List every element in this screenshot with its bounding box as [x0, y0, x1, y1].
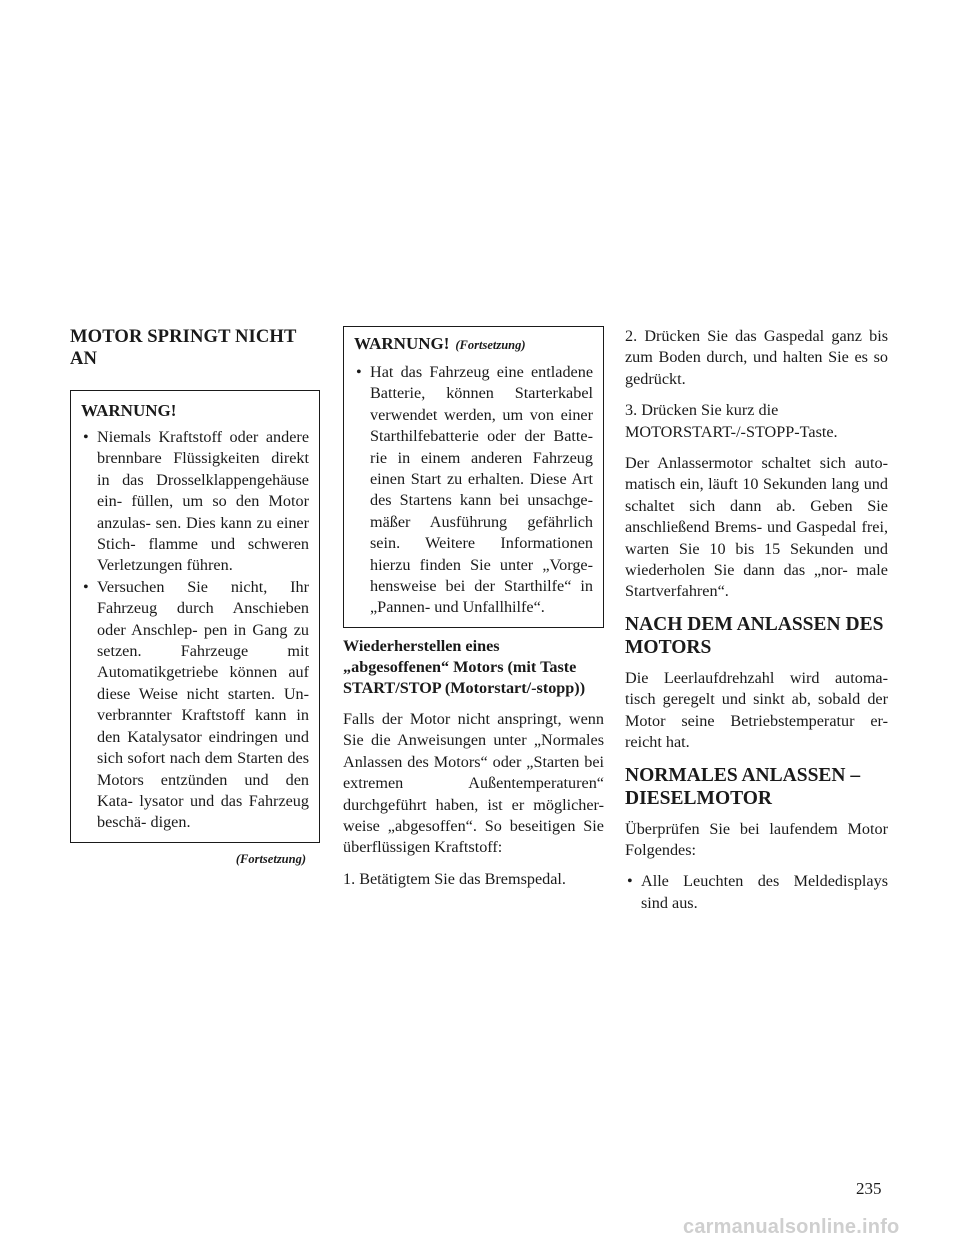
page-number: 235	[856, 1179, 882, 1198]
subsection-heading: Wiederherstellen eines „abgesoffenen“ Motors (mit Taste START/STOP (Motorstart/-stopp))	[343, 636, 586, 697]
column-left	[70, 326, 320, 870]
continued-note: (Fortsetzung)	[235, 851, 306, 866]
column-right	[625, 326, 888, 914]
section-heading: MOTOR SPRINGT NICHT AN	[70, 326, 297, 369]
step-2: 2. Drücken Sie das Gaspedal ganz bis zum Boden durch, und halten Sie es so gedrückt.	[625, 327, 888, 388]
step-3: 3. Drücken Sie kurz die MOTORSTART-/-STOPP-Taste.	[625, 401, 838, 441]
section-heading: NACH DEM ANLASSEN DES MOTORS	[625, 613, 884, 659]
warning-list	[354, 362, 593, 619]
section-heading: NORMALES ANLASSEN – DIESELMOTOR	[625, 764, 861, 809]
warning-title	[354, 333, 593, 356]
check-bullet: • Alle Leuchten des Meldedisplays sind aus.	[625, 871, 888, 914]
step-1: 1. Betätigtem Sie das Bremspedal.	[343, 869, 566, 888]
body-paragraph: Überprüfen Sie bei laufendem Motor Folgendes:	[625, 819, 888, 859]
warning-bullet: • Hat das Fahrzeug eine entladene Batterie, können Starterkabel verwendet werden, um von einer Starthilfebatterie oder der Batte- rie in einem anderen Fahrzeug einen Start zu erhalten. Diese Art des Startens kann bei unsachge- mäßer Ausführung gefährlich sein. Weitere Informationen hierzu finden Sie unter „Vorge- hensweise bei der Starthilfe“ in „Pannen- und Unfallhilfe“.	[354, 362, 593, 619]
warning-box	[70, 390, 320, 843]
column-middle	[343, 326, 604, 900]
watermark: carmanualsonline.info	[683, 1216, 900, 1238]
warning-box-continued	[343, 326, 604, 628]
warning-title-text: WARNUNG!	[354, 334, 450, 353]
body-paragraph: Falls der Motor nicht anspringt, wenn Sie die Anweisungen unter „Normales Anlassen des Motors“ oder „Starten bei extremen Außentemperaturen“ durchgeführt haben, ist er möglicher- weise „abgesoffen“. So beseitigen Sie überflüssigen Kraftstoff:	[343, 709, 604, 857]
check-list	[625, 871, 888, 914]
warning-bullet: • Niemals Kraftstoff oder andere brennbare Flüssigkeiten direkt in das Drosselklappengehäuse ein- füllen, um so den Motor anzulas- sen. Dies kann zu einer Stich- flamme und schweren Verletzungen führen.	[81, 427, 309, 577]
warning-continued-note: (Fortsetzung)	[455, 338, 526, 352]
body-paragraph: Der Anlassermotor schaltet sich auto- matisch ein, läuft 10 Sekunden lang und schaltet sich dann ab. Geben Sie anschließend Brems- und Gaspedal frei, warten Sie 10 bis 15 Sekunden und wiederholen Sie dann das „nor- male Startverfahren“.	[625, 454, 888, 601]
warning-bullet: • Versuchen Sie nicht, Ihr Fahrzeug durch Anschieben oder Anschlep- pen in Gang zu setzen. Fahrzeuge mit Automatikgetriebe können auf diese Weise nicht starten. Un- verbrannter Kraftstoff kann in den Katalysator eindringen und sich sofort nach dem Starten des Motors entzünden und den Kata- lysator und das Fahrzeug beschä- digen.	[81, 577, 309, 834]
warning-title: WARNUNG!	[81, 401, 177, 420]
warning-list	[81, 427, 309, 834]
body-paragraph: Die Leerlaufdrehzahl wird automa- tisch geregelt und sinkt ab, sobald der Motor seine Betriebstemperatur er- reicht hat.	[625, 668, 888, 752]
